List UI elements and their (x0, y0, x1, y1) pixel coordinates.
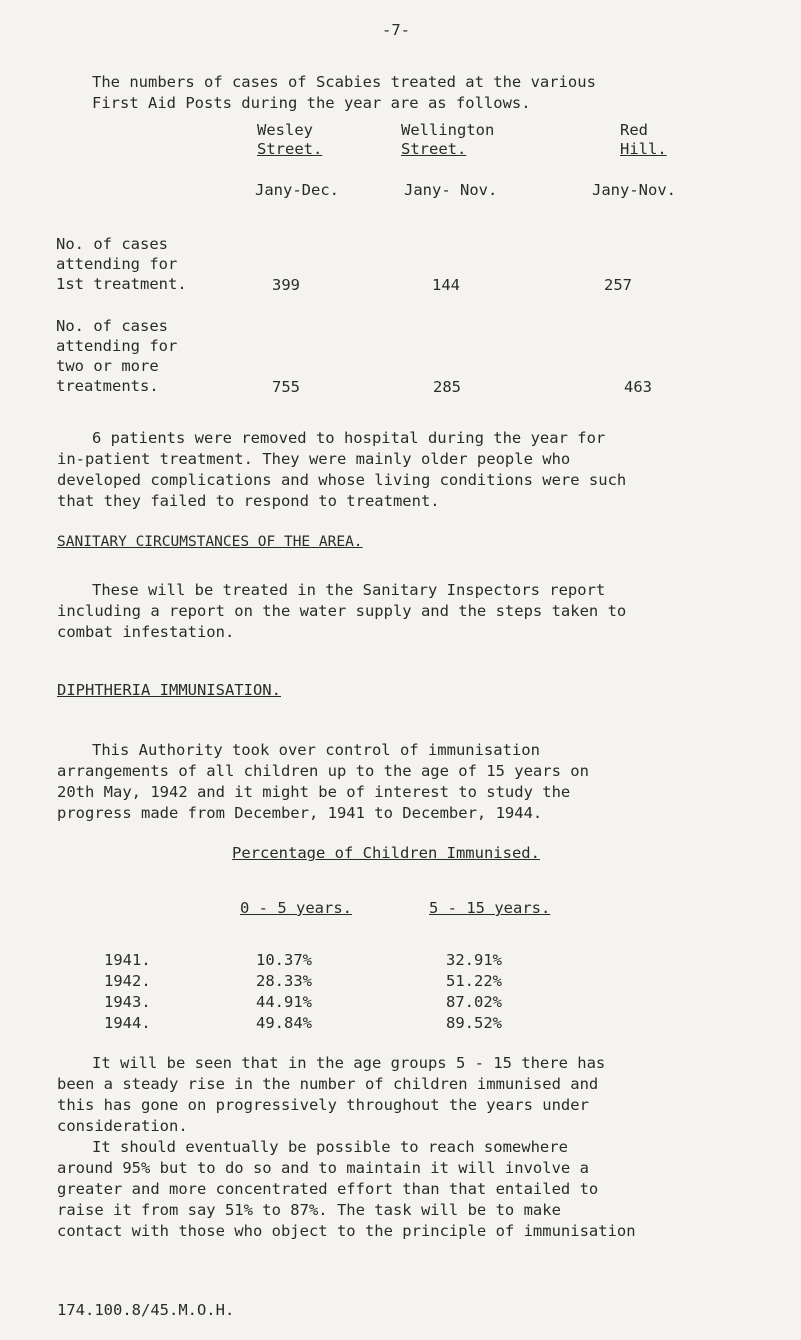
hospital-paragraph: 6 patients were removed to hospital during the year for in-patient treatment. They were mainly older people who developed complications and whose living conditions were such that they failed to respond to treatment. (57, 429, 627, 510)
cell-value: 399 (272, 276, 300, 294)
period-wesley: Jany-Dec. (255, 181, 339, 199)
intro-line: First Aid Posts during the year are as follows. (92, 94, 531, 112)
immunisation-col-a: 10.37% 28.33% 44.91% 49.84% (256, 951, 312, 1032)
col-header-red-hill: Red Hill. (620, 121, 667, 158)
page-number: -7- (382, 21, 410, 39)
table-row: 1941. (104, 951, 151, 969)
col-header-wellington: Wellington Street. (401, 121, 495, 158)
cell-value: 257 (604, 276, 632, 294)
col-header-5-15: 5 - 15 years. (429, 899, 551, 917)
cell-value: 755 (272, 378, 300, 396)
col-header-0-5: 0 - 5 years. (240, 899, 352, 917)
table-row: 1942. (104, 972, 151, 990)
period-red-hill: Jany-Nov. (592, 181, 676, 199)
diphtheria-heading: DIPHTHERIA IMMUNISATION. (57, 681, 281, 699)
immunisation-table-title: Percentage of Children Immunised. (232, 844, 540, 862)
period-wellington: Jany- Nov. (404, 181, 498, 199)
closing-paragraph: It will be seen that in the age groups 5 - 15 there has been a steady rise in the number of children immunised and this has gone on progressively throughout the years under consideration. It should eventually be possible to reach somewhere around 95% but to do so and to maintain it will involve a greater and more concentrated effort than that entailed to raise it from say 51% to 87%. The task will be to make contact with those who object to the principle of immunisation (57, 1054, 636, 1240)
intro-line: The numbers of cases of Scabies treated at the various (92, 73, 596, 91)
cell-value: 463 (624, 378, 652, 396)
table-row: 1944. (104, 1014, 151, 1032)
col-header-wesley: Wesley Street. (257, 121, 323, 158)
row-label-two-or-more: No. of cases attending for two or more treatments. (56, 317, 178, 395)
footer-code: 174.100.8/45.M.O.H. (57, 1301, 235, 1319)
row-label-first-treatment: No. of cases attending for 1st treatment. (56, 235, 187, 293)
immunisation-years (104, 950, 151, 1034)
cell-value: 144 (432, 276, 460, 294)
intro-paragraph (92, 72, 596, 114)
sanitary-paragraph: These will be treated in the Sanitary Inspectors report including a report on the water supply and the steps taken to combat infestation. (57, 581, 627, 641)
cell-value: 285 (433, 378, 461, 396)
sanitary-heading: SANITARY CIRCUMSTANCES OF THE AREA. (57, 534, 363, 550)
diphtheria-paragraph: This Authority took over control of immunisation arrangements of all children up to the age of 15 years on 20th May, 1942 and it might be of interest to study the progress made from December, 1941 to December, 1944. (57, 741, 589, 822)
table-row: 1943. (104, 993, 151, 1011)
immunisation-col-b: 32.91% 51.22% 87.02% 89.52% (446, 951, 502, 1032)
